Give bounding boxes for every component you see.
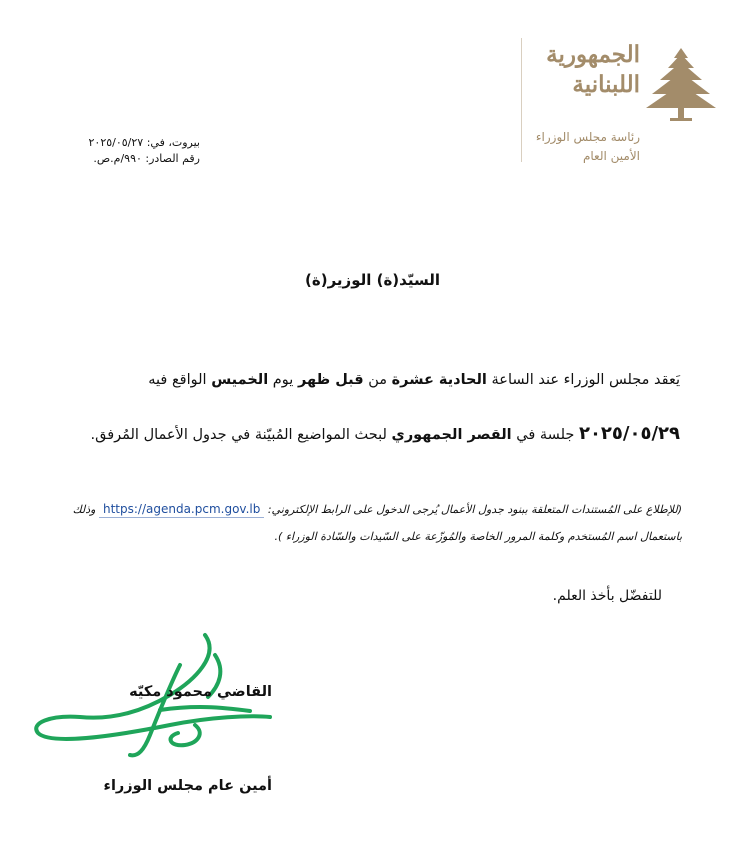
salutation: السيّد(ة) الوزير(ة) (305, 271, 440, 289)
body-text: من (363, 372, 392, 388)
agenda-link[interactable]: https://agenda.pcm.gov.lb (99, 501, 264, 518)
meeting-period: قبل ظهر (297, 372, 364, 388)
body-text: جلسة في (511, 427, 579, 443)
note-text: وذلك (72, 503, 99, 516)
meeting-day: الخميس (211, 372, 269, 388)
date-line: بيروت، في: ٢٠٢٥/٠٥/٢٧ (88, 136, 200, 149)
closing-line: للتفضّل بأخذ العلم. (552, 588, 662, 604)
secretary-general-label: الأمين العام (582, 149, 640, 163)
reference-number: رقم الصادر: ٩٩٠/م.ص. (93, 152, 200, 165)
signatory-name: القاضي محمود مكيّه (129, 684, 272, 700)
note-line-1 (60, 502, 682, 516)
note-line-2: باستعمال اسم المُستخدم وكلمة المرور الخاصة والمُوزّعة على السّيدات والسّادة الوزراء ). (274, 530, 682, 543)
republic-line2: اللبنانية (572, 71, 640, 98)
presidency-label: رئاسة مجلس الوزراء (535, 130, 640, 144)
body-line-1 (60, 372, 680, 388)
signatory-title: أمين عام مجلس الوزراء (103, 778, 272, 794)
body-line-2 (60, 423, 680, 444)
body-text: يَعقد مجلس الوزراء عند الساعة (486, 372, 680, 388)
meeting-venue: القصر الجمهوري (391, 427, 512, 443)
meeting-date: ٢٠٢٥/٠٥/٢٩ (578, 423, 680, 444)
body-text: لبحث المواضيع المُبيّنة في جدول الأعمال المُرفق. (90, 427, 392, 443)
republic-line1: الجمهورية (546, 41, 640, 68)
cedar-emblem-icon (644, 46, 718, 122)
body-text: الواقع فيه (148, 372, 212, 388)
note-text: (للإطلاع على المُستندات المتعلقة ببنود جدول الأعمال يُرجى الدخول على الرابط الإلكتروني: (264, 503, 682, 516)
meeting-hour: الحادية عشرة (391, 372, 487, 388)
body-text: يوم (268, 372, 298, 388)
